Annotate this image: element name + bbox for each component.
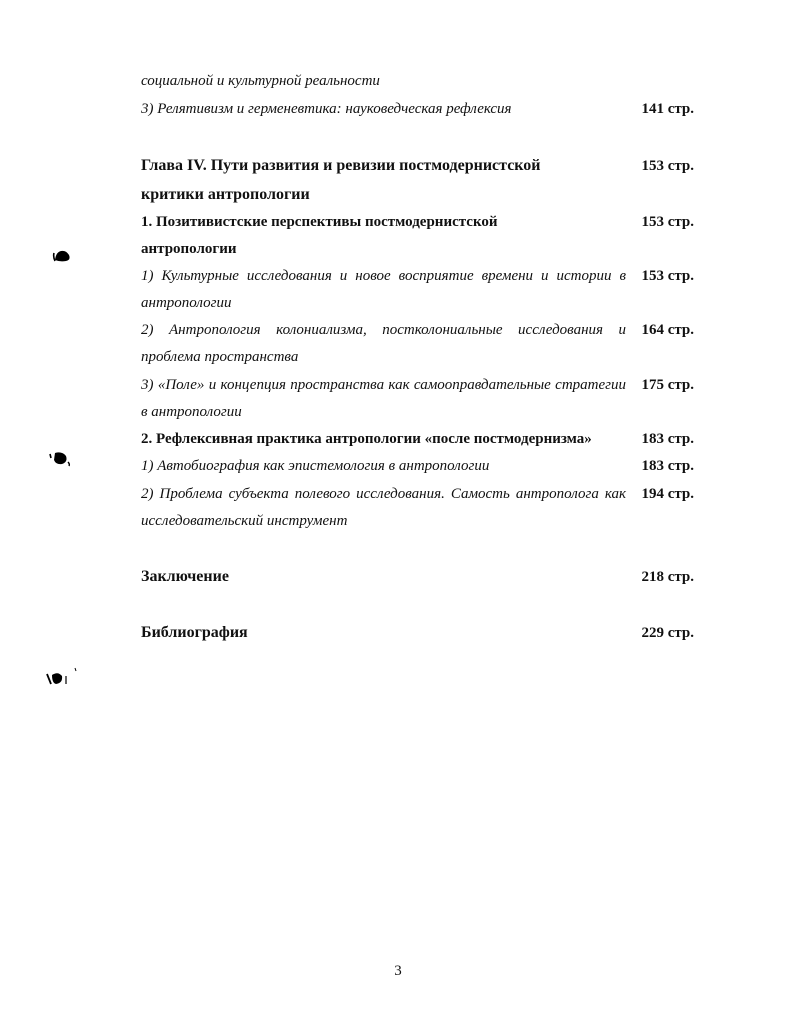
toc-item-1-2: 2) Антропология колониализма, постколониальные исследования и проблема пространства xyxy=(141,322,626,365)
toc-item-1-1: 1) Культурные исследования и новое восприятие времени и истории в антропологии xyxy=(141,268,626,311)
scan-artifact-mark xyxy=(44,667,78,689)
toc-page-1-1: 153 стр. xyxy=(641,268,694,284)
toc-section-1: 1. Позитивистские перспективы постмодернистской антропологии xyxy=(141,214,498,257)
toc-page-1-2: 164 стр. xyxy=(641,322,694,338)
toc-page-conclusion: 218 стр. xyxy=(641,569,694,585)
toc-item-1-3: 3) «Поле» и концепция пространства как самооправдательные стратегии в антропологии xyxy=(141,377,626,420)
toc-page-bibliography: 229 стр. xyxy=(641,625,694,641)
toc-chapter-4: Глава IV. Пути развития и ревизии постмодернистской критики антропологии xyxy=(141,157,541,203)
toc-page-1-3: 175 стр. xyxy=(641,377,694,393)
toc-bibliography: Библиография xyxy=(141,624,248,641)
scan-artifact-mark xyxy=(47,450,73,468)
scan-artifact-mark xyxy=(52,248,74,264)
toc-page-relativism: 141 стр. xyxy=(641,101,694,117)
toc-item-2-2: 2) Проблема субъекта полевого исследования. Самость антрополога как исследовательский инструмент xyxy=(141,486,626,529)
toc-page-2-1: 183 стр. xyxy=(641,458,694,474)
toc-item-2-1: 1) Автобиография как эпистемология в антропологии xyxy=(141,458,490,474)
toc-section-2: 2. Рефлексивная практика антропологии «после постмодернизма» xyxy=(141,431,592,447)
toc-line-continuation: социальной и культурной реальности xyxy=(141,73,380,89)
toc-item-relativism: 3) Релятивизм и герменевтика: науковедческая рефлексия xyxy=(141,101,512,117)
toc-page-chapter-4: 153 стр. xyxy=(641,158,694,174)
toc-page-section-1: 153 стр. xyxy=(641,214,694,230)
page-number: 3 xyxy=(394,963,402,979)
toc-page-section-2: 183 стр. xyxy=(641,431,694,447)
toc-page-2-2: 194 стр. xyxy=(641,486,694,502)
toc-conclusion: Заключение xyxy=(141,568,229,585)
